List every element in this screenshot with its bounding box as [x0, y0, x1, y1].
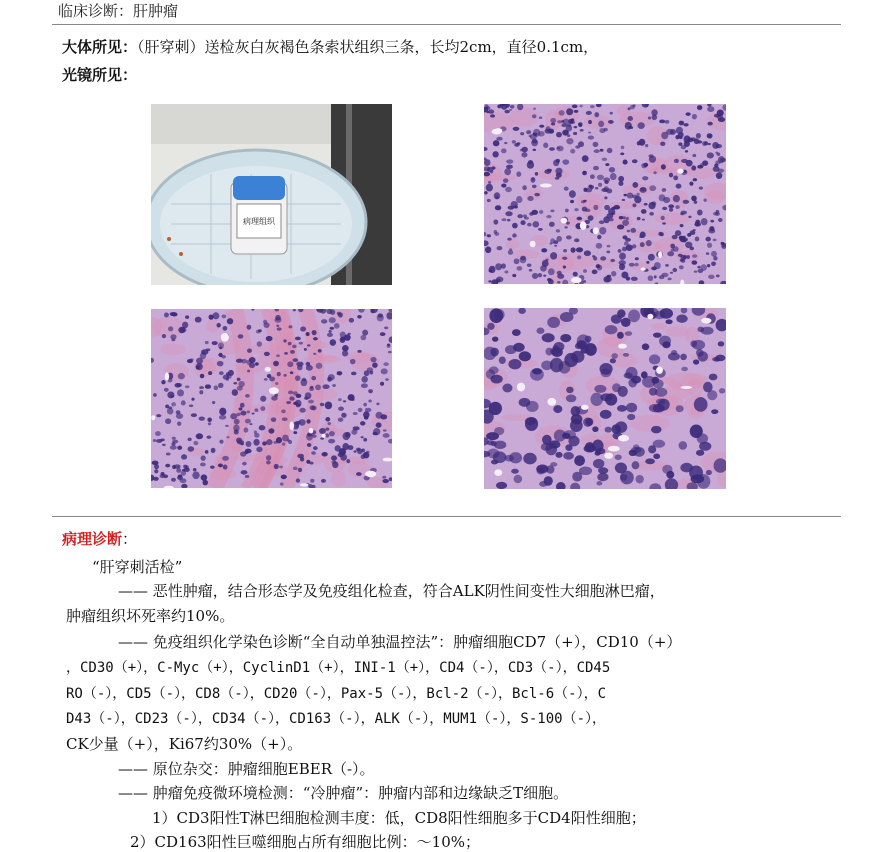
svg-text:病理组织: 病理组织 — [243, 217, 275, 226]
diagnosis-line: CK少量（+），Ki67约30%（+）。 — [66, 735, 303, 753]
diagnosis-procedure: “肝穿刺活检” — [92, 558, 183, 576]
diagnosis-line: 肿瘤组织坏死率约10%。 — [66, 607, 235, 625]
diagnosis-line: ，CD30（+），C-Myc（+），CyclinD1（+），INI-1（+），CD4（-），CD3（-），CD45 — [66, 660, 611, 676]
divider-top — [52, 24, 841, 25]
diagnosis-line: 1）CD3阳性T淋巴细胞检测丰度：低，CD8阳性细胞多于CD4阳性细胞； — [152, 809, 646, 827]
diagnosis-heading — [62, 528, 137, 549]
histology-image-1 — [484, 104, 726, 284]
diagnosis-line: RO（-），CD5（-），CD8（-），CD20（-），Pax-5（-），Bcl-2（-），Bcl-6（-），C — [66, 686, 607, 702]
diagnosis-line: —— 原位杂交：肿瘤细胞EBER（-）。 — [118, 760, 375, 778]
diagnosis-label: 病理诊断 — [62, 530, 123, 548]
clinical-diagnosis: 临床诊断：肝肿瘤 — [58, 2, 179, 20]
diagnosis-line: —— 肿瘤免疫微环境检测：“冷肿瘤”：肿瘤内部和边缘缺乏T细胞。 — [118, 784, 569, 802]
histology-image-2 — [151, 309, 392, 488]
diagnosis-line: —— 恶性肿瘤，结合形态学及免疫组化检查，符合ALK阴性间变性大细胞淋巴瘤， — [118, 582, 665, 600]
diagnosis-label-colon: ： — [122, 530, 138, 548]
specimen-photo — [151, 104, 392, 285]
diagnosis-line: D43（-），CD23（-），CD34（-），CD163（-），ALK（-），MUM1（-），S-100（-）， — [66, 711, 607, 727]
gross-label: 大体所见： — [62, 38, 138, 56]
divider-middle — [52, 516, 841, 517]
gross-text: （肝穿刺）送检灰白灰褐色条索状组织三条，长均2cm，直径0.1cm， — [137, 38, 599, 56]
diagnosis-line: 2）CD163阳性巨噬细胞占所有细胞比例：～10%； — [130, 833, 481, 851]
diagnosis-line: —— 免疫组织化学染色诊断“全自动单独温控法”：肿瘤细胞CD7（+），CD10（+） — [118, 633, 682, 651]
histology-image-3 — [484, 308, 726, 489]
gross-description — [62, 36, 598, 57]
microscopic-label: 光镜所见： — [62, 66, 138, 84]
